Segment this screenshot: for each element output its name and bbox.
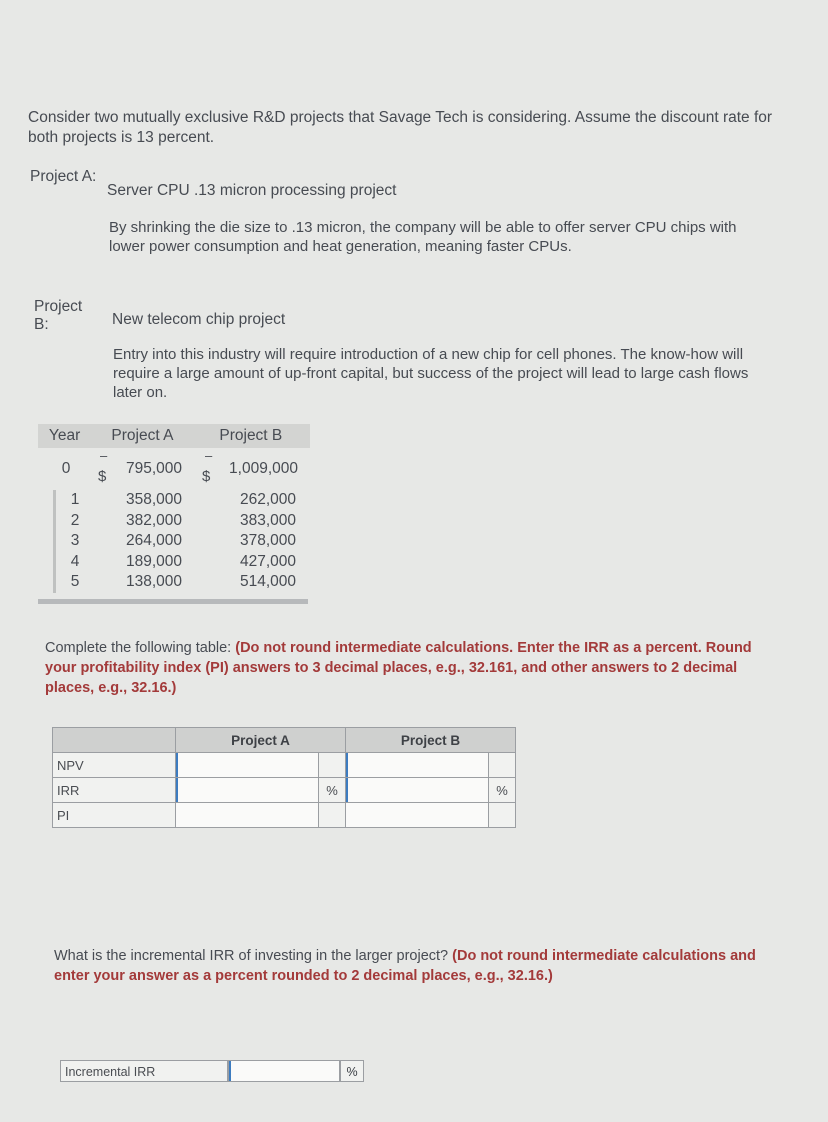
project-b-description: Entry into this industry will require introduction of a new chip for cell phones. The know-how will require a large amount of up-front capital, but success of the project will lead to large cash flows later on. xyxy=(113,346,749,401)
cashflow-table xyxy=(38,424,310,604)
pi-row xyxy=(53,803,516,828)
project-a-cell: 189,000 xyxy=(125,552,182,570)
cashflow-row-year0 xyxy=(38,448,310,490)
project-b-cell: 1,009,000 xyxy=(229,460,298,477)
table-row xyxy=(56,511,310,532)
npv-label: NPV xyxy=(53,753,176,778)
table-divider xyxy=(38,599,308,604)
instructions-lead: Complete the following table: xyxy=(45,640,236,656)
percent-unit: % xyxy=(489,778,516,803)
project-a-cell: 264,000 xyxy=(125,532,182,550)
irr-row xyxy=(53,778,516,803)
project-b-cell: 427,000 xyxy=(239,552,296,570)
project-b-label: Project B: xyxy=(34,298,83,333)
question-lead: What is the incremental IRR of investing in the larger project? xyxy=(54,948,453,964)
cashflow-body xyxy=(53,490,310,593)
irr-project-a-input[interactable] xyxy=(176,778,318,802)
cashflow-header xyxy=(38,424,310,448)
header-project-a: Project A xyxy=(111,427,174,444)
col-header-project-a: Project A xyxy=(176,728,346,753)
instructions-bold: (Do not round intermediate calculations. Enter the IRR as a percent. Round your profitability index (PI) answers to 3 decimal places, e.g., 32.161, and other answers to 2 decimal places, e.g., 32.16.) xyxy=(45,640,752,696)
pi-label: PI xyxy=(53,803,176,828)
incremental-irr-row xyxy=(60,1060,364,1082)
npv-project-a-input[interactable] xyxy=(176,753,318,777)
irr-project-b-input[interactable] xyxy=(346,778,488,802)
incremental-irr-question xyxy=(54,946,774,986)
currency-symbol: $ xyxy=(202,468,211,485)
pi-project-a-input[interactable] xyxy=(176,803,318,827)
table-row xyxy=(56,552,310,573)
project-b-cell: 378,000 xyxy=(239,532,296,550)
year-cell: 1 xyxy=(70,491,80,509)
project-b-cell: 514,000 xyxy=(239,573,296,591)
incremental-irr-input[interactable] xyxy=(229,1061,339,1081)
year-cell: 4 xyxy=(70,552,80,570)
npv-row xyxy=(53,753,516,778)
answer-table xyxy=(52,727,516,828)
project-a-title: Server CPU .13 micron processing project xyxy=(107,182,397,199)
intro-text: Consider two mutually exclusive R&D projects that Savage Tech is considering. Assume the discount rate for both projects is 13 percent. xyxy=(28,109,773,146)
year-cell: 2 xyxy=(70,511,80,529)
project-b-title: New telecom chip project xyxy=(112,311,286,328)
year-cell: 3 xyxy=(70,532,80,550)
table-row xyxy=(56,572,310,593)
table-row xyxy=(56,490,310,511)
currency-symbol: $ xyxy=(98,468,107,485)
project-a-cell: 382,000 xyxy=(125,511,182,529)
project-a-cell: 795,000 xyxy=(125,460,182,477)
table-row xyxy=(56,531,310,552)
project-b-cell: 383,000 xyxy=(239,511,296,529)
negative-mark: – xyxy=(205,448,213,463)
percent-unit: % xyxy=(319,778,346,803)
irr-label: IRR xyxy=(53,778,176,803)
question-bold: (Do not round intermediate calculations and enter your answer as a percent rounded to 2 decimal places, e.g., 32.16.) xyxy=(54,948,756,984)
incremental-irr-label: Incremental IRR xyxy=(60,1060,228,1082)
project-a-label: Project A: xyxy=(30,168,97,185)
project-a-cell: 358,000 xyxy=(125,491,182,509)
col-header-project-b: Project B xyxy=(346,728,516,753)
header-project-b: Project B xyxy=(219,427,283,444)
percent-unit: % xyxy=(340,1060,364,1082)
corner-cell xyxy=(53,728,176,753)
header-year: Year xyxy=(48,427,81,444)
year-cell: 5 xyxy=(70,573,80,591)
instructions xyxy=(45,638,785,698)
project-b-cell: 262,000 xyxy=(239,491,296,509)
negative-mark: – xyxy=(100,448,108,463)
year-cell: 0 xyxy=(61,460,71,477)
project-a-cell: 138,000 xyxy=(125,573,182,591)
pi-project-b-input[interactable] xyxy=(346,803,488,827)
project-a-description: By shrinking the die size to .13 micron, the company will be able to offer server CPU chips with lower power consumption and heat generation, meaning faster CPUs. xyxy=(109,219,737,255)
npv-project-b-input[interactable] xyxy=(346,753,488,777)
